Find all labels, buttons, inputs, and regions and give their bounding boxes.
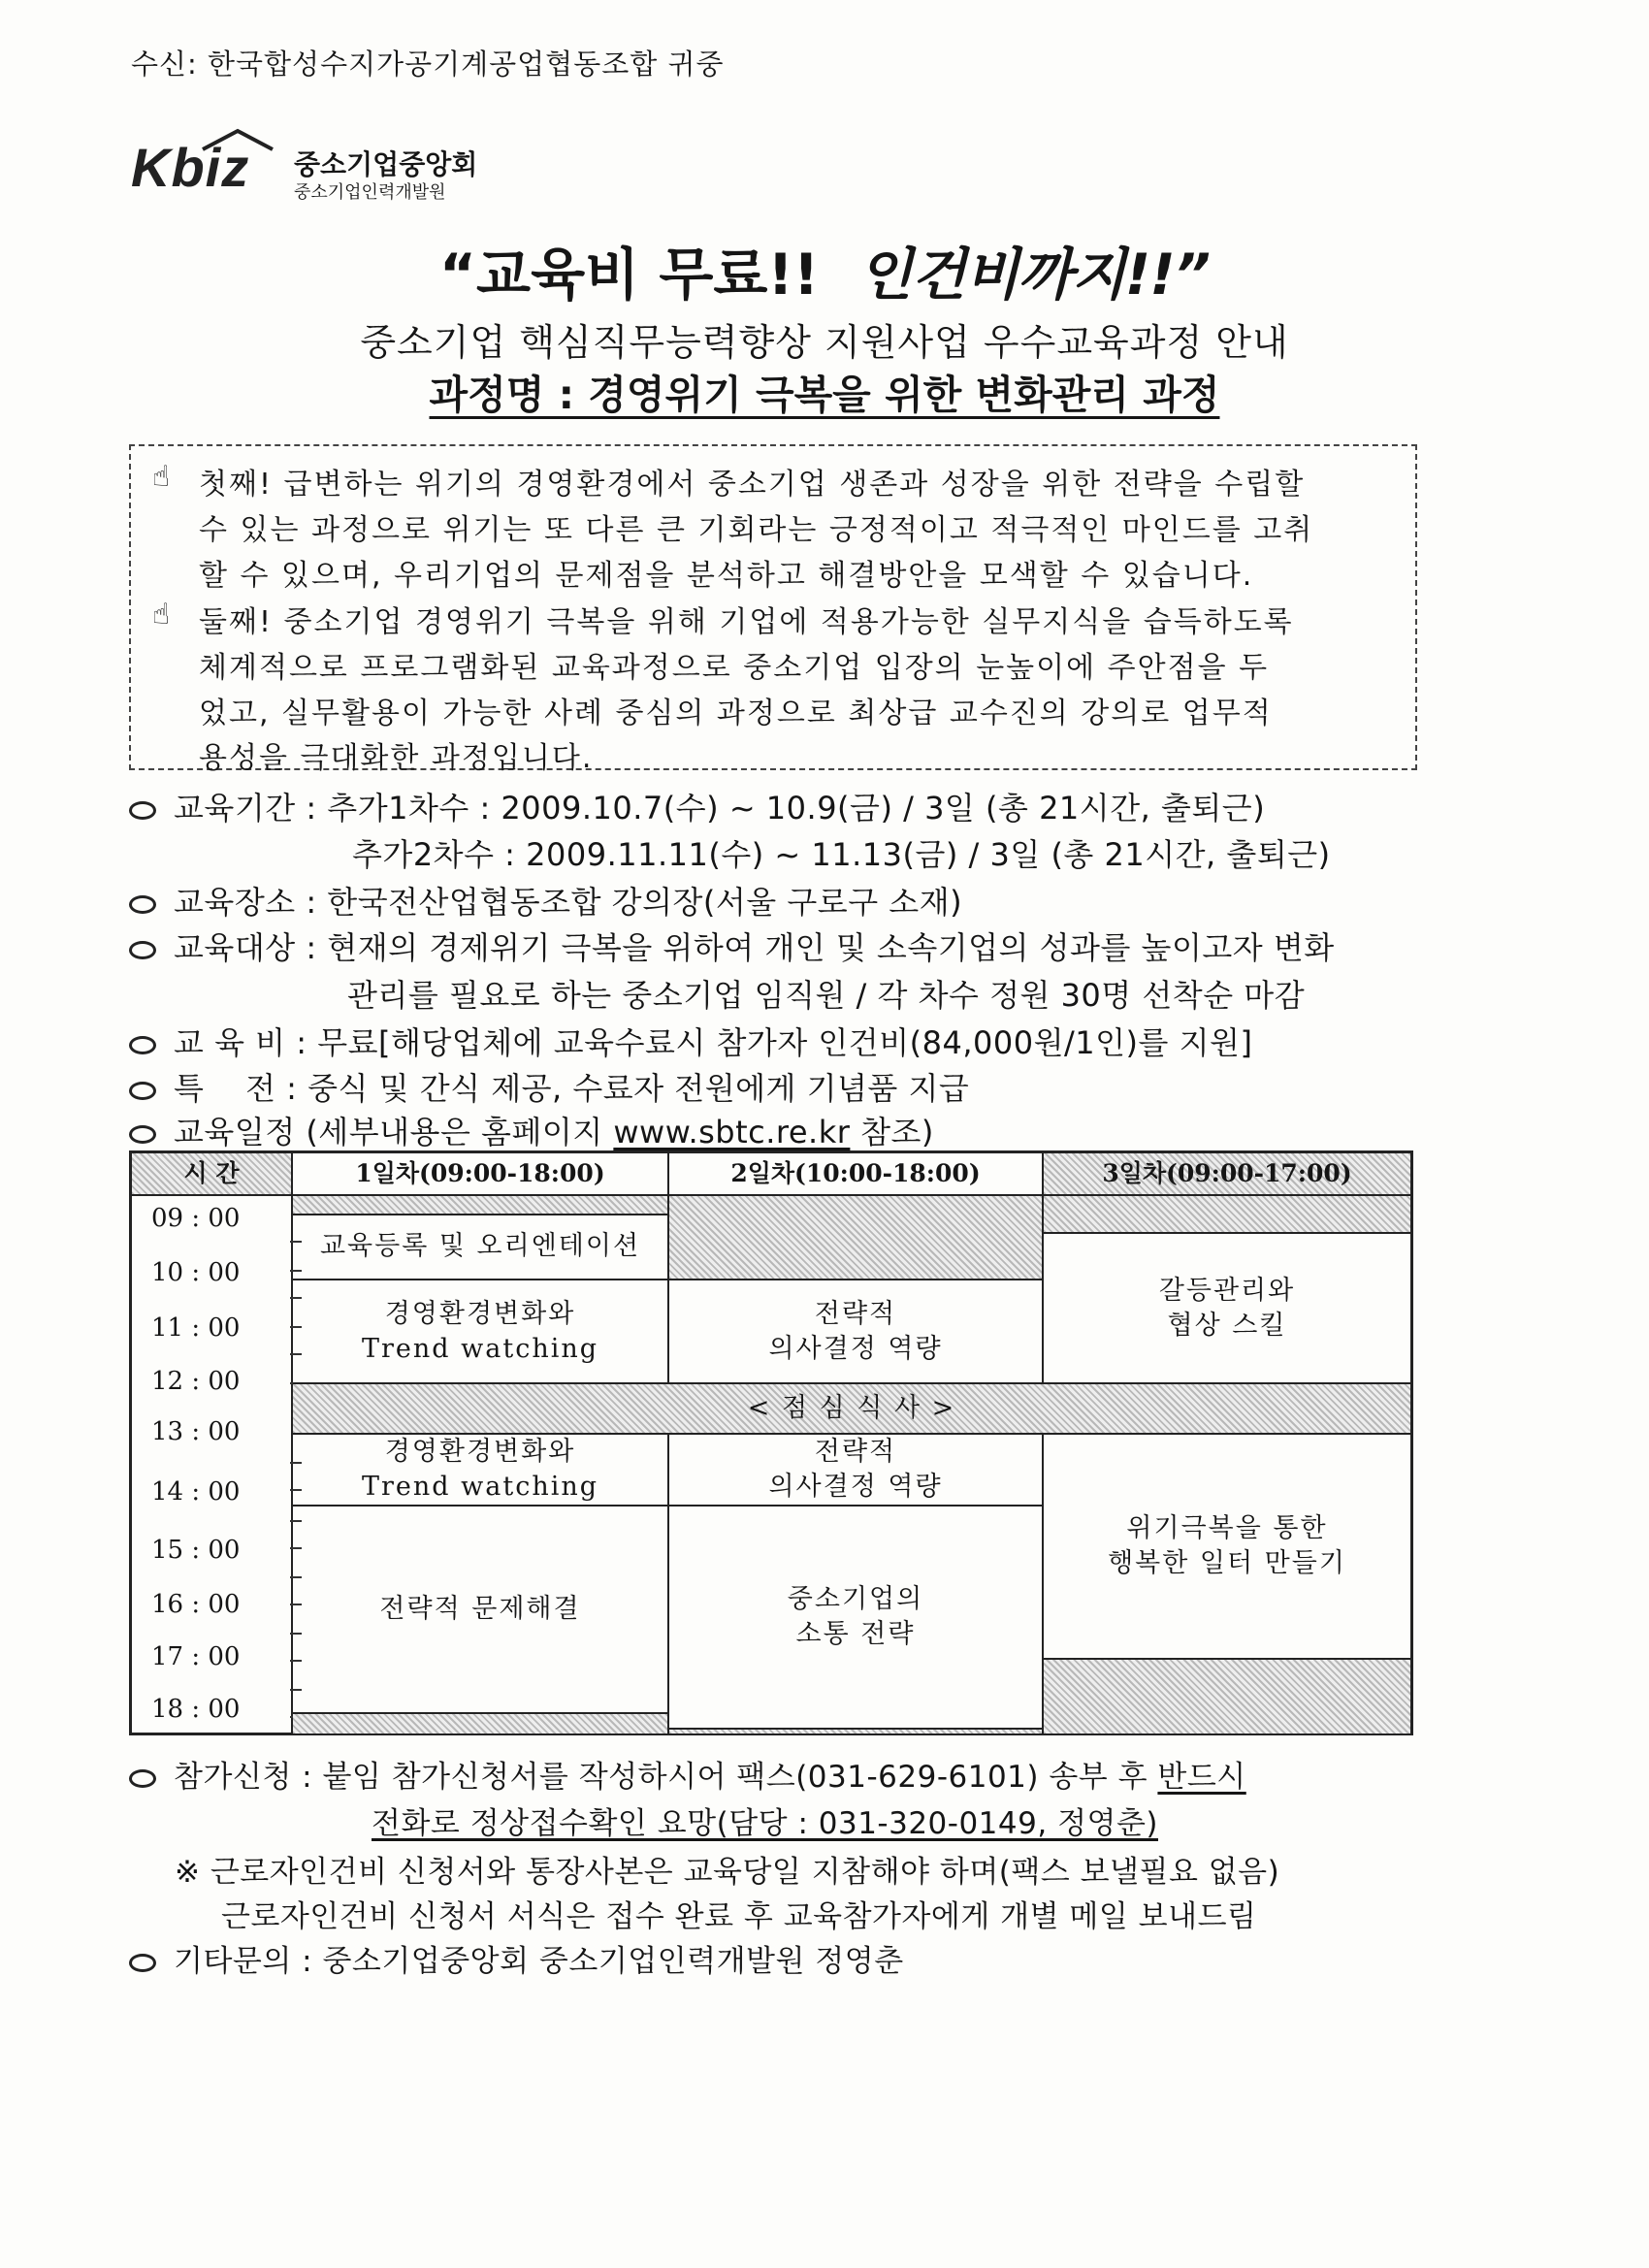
subtitle: 중소기업 핵심직무능력향상 지원사업 우수교육과정 안내 (360, 321, 1289, 364)
note-mark: ※ (175, 1855, 201, 1890)
target-line-2: 관리를 필요로 하는 중소기업 임직원 / 각 차수 정원 30명 선착순 마감 (347, 977, 1306, 1014)
session-day2-pm1: 전략적 의사결정 역량 (768, 1437, 943, 1502)
schedule-row (129, 1108, 934, 1152)
bullet-circle-icon (129, 1769, 156, 1788)
intro-line: 첫째! 급변하는 위기의 경영환경에서 중소기업 생존과 성장을 위한 전략을 수립할 (199, 468, 1306, 502)
logo-org-name: 중소기업중앙회 (294, 148, 478, 180)
target-line-1: 현재의 경제위기 극복을 위하여 개인 및 소속기업의 성과를 높이고자 변화 (327, 929, 1335, 966)
bullet-circle-icon (129, 1036, 156, 1054)
target-label: 교육대상 : (174, 929, 317, 966)
apply-note-row (175, 1847, 1279, 1891)
time-label: 11 : 00 (151, 1313, 241, 1343)
period-row (129, 784, 1265, 828)
session-day1-pm1: 경영환경변화와 Trend watching (361, 1437, 599, 1502)
intro-line: 었고, 실무활용이 가능한 사례 중심의 과정으로 최상급 교수진의 강의로 업무적 (199, 697, 1273, 730)
intro-line: 수 있는 과정으로 위기는 또 다른 큰 기회라는 긍정적이고 적극적인 마인드를 고취 (199, 513, 1314, 547)
session-day3-pm: 위기극복을 통한 행복한 일터 만들기 (1108, 1513, 1346, 1578)
perk-label: 특 전 : (174, 1070, 298, 1107)
time-label: 10 : 00 (151, 1258, 241, 1287)
time-label: 13 : 00 (151, 1417, 241, 1446)
perk-row (129, 1064, 969, 1109)
fee-value: 무료[해당업체에 교육수료시 참가자 인건비(84,000원/1인)를 지원] (317, 1024, 1253, 1061)
bullet-circle-icon (129, 801, 156, 820)
contact-row (129, 1936, 904, 1980)
time-label: 16 : 00 (151, 1590, 241, 1619)
intro-line: 용성을 극대화한 과정입니다. (199, 741, 594, 775)
logo (131, 136, 509, 204)
place-row (129, 878, 962, 923)
pointing-hand-icon: ☝ (152, 460, 171, 494)
intro-line: 둘째! 중소기업 경영위기 극복을 위해 기업에 적용가능한 실무지식을 습득하도록 (199, 605, 1294, 639)
homepage-link[interactable]: www.sbtc.re.kr (613, 1114, 851, 1150)
time-label: 14 : 00 (151, 1477, 241, 1507)
header-day1: 1일차(09:00-18:00) (293, 1153, 667, 1196)
header-day3: 3일차(09:00-17:00) (1044, 1153, 1410, 1196)
session-day2-pm2: 중소기업의 소통 전략 (787, 1584, 924, 1649)
header-time: 시 간 (132, 1153, 291, 1196)
intro-line: 체계적으로 프로그램화된 교육과정으로 중소기업 입장의 눈높이에 주안점을 두 (199, 651, 1270, 685)
session-day1-am: 경영환경변화와 Trend watching (361, 1298, 599, 1364)
target-row (129, 923, 1335, 968)
bullet-circle-icon (129, 1082, 156, 1100)
bullet-circle-icon (129, 1954, 156, 1972)
intro-box (129, 444, 1417, 775)
pointing-hand-icon: ☝ (152, 598, 171, 632)
schedule-label: 교육일정 (세부내용은 홈페이지 (174, 1114, 603, 1150)
bullet-circle-icon (129, 1125, 156, 1144)
contact-label: 기타문의 : (174, 1944, 313, 1979)
place-label: 교육장소 : (174, 884, 317, 921)
bullet-circle-icon (129, 941, 156, 959)
apply-note-1: 근로자인건비 신청서와 통장사본은 교육당일 지참해야 하며(팩스 보낼필요 없음) (210, 1855, 1280, 1890)
time-label: 09 : 00 (151, 1204, 241, 1233)
fee-label: 교 육 비 : (174, 1024, 307, 1061)
bullet-circle-icon (129, 895, 156, 914)
headline-part2: 인건비까지!!” (857, 242, 1211, 308)
apply-line1: 붙임 참가신청서를 작성하시어 팩스(031-629-6101) 송부 후 (322, 1760, 1148, 1795)
contact-value: 중소기업중앙회 중소기업인력개발원 정영춘 (322, 1944, 904, 1979)
logo-sub-name: 중소기업인력개발원 (294, 182, 446, 203)
course-title (0, 363, 1649, 420)
recipient-line: 수신: 한국합성수지가공기계공업협동조합 귀중 (131, 48, 725, 81)
header-day2: 2일차(10:00-18:00) (669, 1153, 1042, 1196)
session-day1-pm2: 전략적 문제해결 (379, 1594, 581, 1624)
time-label: 18 : 00 (151, 1695, 241, 1724)
time-label: 12 : 00 (151, 1367, 241, 1396)
place-value: 한국전산업협동조합 강의장(서울 구로구 소재) (327, 884, 963, 921)
logo-mark: Kbiz (131, 137, 250, 198)
headline (0, 229, 1649, 310)
session-registration: 교육등록 및 오리엔테이션 (319, 1230, 641, 1261)
period-1: 추가1차수 : 2009.10.7(수) ~ 10.9(금) / 3일 (총 21시간, 출퇴근) (327, 790, 1266, 826)
apply-note-2: 근로자인건비 신청서 서식은 접수 완료 후 교육참가자에게 개별 메일 보내드림 (221, 1899, 1257, 1934)
period-2: 추가2차수 : 2009.11.11(수) ~ 11.13(금) / 3일 (총 21시간, 출퇴근) (352, 836, 1331, 873)
fee-row (129, 1019, 1252, 1063)
apply-emphasis: 반드시 (1157, 1760, 1246, 1795)
intro-line: 할 수 있으며, 우리기업의 문제점을 분석하고 해결방안을 모색할 수 있습니다. (199, 559, 1254, 593)
time-label: 17 : 00 (151, 1642, 241, 1671)
course-title-text: 과정명 : 경영위기 극복을 위한 변화관리 과정 (429, 372, 1220, 418)
lunch-break: < 점 심 식 사 > (747, 1393, 956, 1423)
session-day2-am: 전략적 의사결정 역량 (768, 1298, 943, 1364)
schedule-table (129, 1150, 1413, 1735)
period-label: 교육기간 : (174, 790, 317, 826)
session-day3-am: 갈등관리와 협상 스킬 (1158, 1275, 1296, 1341)
apply-row (129, 1752, 1246, 1796)
schedule-suffix: 참조) (860, 1114, 934, 1150)
apply-line2: 전화로 정상접수확인 요망(담당 : 031-320-0149, 정영춘) (372, 1806, 1158, 1841)
time-label: 15 : 00 (151, 1536, 241, 1565)
apply-label: 참가신청 : (174, 1760, 313, 1795)
headline-part1: “교육비 무료!! (438, 242, 820, 308)
perk-value: 중식 및 간식 제공, 수료자 전원에게 기념품 지급 (307, 1070, 970, 1107)
